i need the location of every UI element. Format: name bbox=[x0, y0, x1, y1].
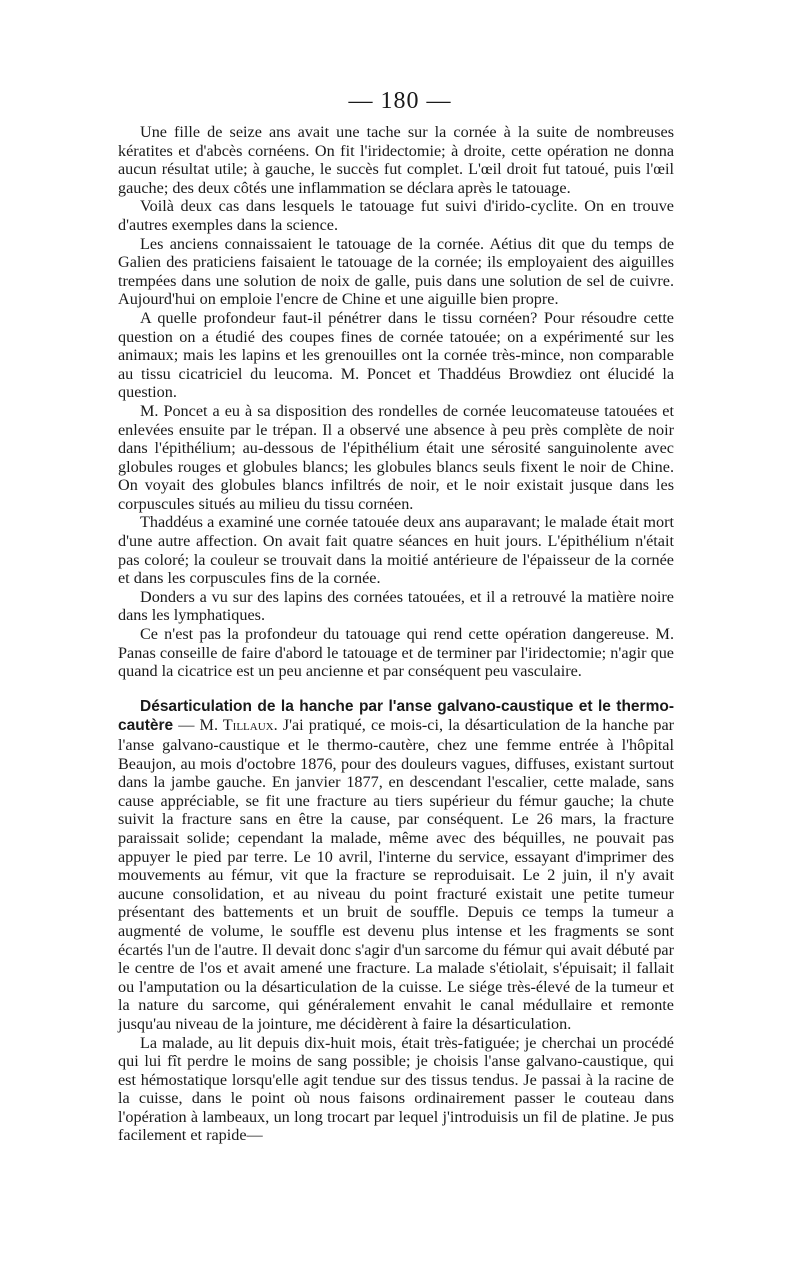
section-hip-disarticulation bbox=[118, 697, 674, 1145]
paragraph-2: Voilà deux cas dans lesquels le tatouage fut suivi d'irido-cyclite. On en trouve d'autres exemples dans la science. bbox=[118, 197, 674, 234]
paragraph-3: Les anciens connaissaient le tatouage de la cornée. Aétius dit que du temps de Galien des praticiens faisaient le tatouage de la cornée; ils employaient des aiguilles trempées dans une solution de noix de galle, puis dans une solution de sel de cuivre. Aujourd'hui on emploie l'encre de Chine et une aiguille bien propre. bbox=[118, 234, 674, 309]
body-text bbox=[118, 123, 674, 1145]
paragraph-6: Thaddéus a examiné une cornée tatouée deux ans auparavant; le malade était mort d'une autre affection. On avait fait quatre séances en huit jours. L'épithélium n'était pas coloré; la couleur se trouvait dans la moitié antérieure de l'épaisseur de la cornée et dans les corpuscules fins de la cornée. bbox=[118, 513, 674, 588]
section-second-paragraph: La malade, au lit depuis dix-huit mois, était très-fatiguée; je cherchai un procédé qui lui fît perdre le moins de sang possible; je choisis l'anse galvano-caustique, qui est hémostatique lorsqu'elle agit tendue sur des tissus tendus. Je passai à la racine de la cuisse, dans le point où nous faisons ordinairement passer le couteau dans l'opération à lambeaux, un long trocart par lequel j'introduisis un fil de platine. Je pus facilement et rapide— bbox=[118, 1033, 674, 1145]
paragraph-1: Une fille de seize ans avait une tache sur la cornée à la suite de nombreuses kératites et d'abcès cornéens. On fit l'iridectomie; à droite, cette opération ne donna aucun résultat utile; à gauche, le succès fut complet. L'œil droit fut tatoué, puis l'œil gauche; des deux côtés une inflammation se déclara après le tatouage. bbox=[118, 123, 674, 197]
section-author: M. Tillaux. bbox=[199, 716, 278, 735]
paragraph-5: M. Poncet a eu à sa disposition des rondelles de cornée leucomateuse tatouées et enlevées ensuite par le trépan. Il a observé une absence à peu près complète de noir dans l'épithélium; au-dessous de l'épithélium était une sérosité sanguinolente avec globules rouges et globules blancs; les globules blancs seuls fixent le noir de Chine. On voyait des globules blancs infiltrés de noir, et le noir existait jusque dans les corpuscules situés au milieu du tissu cornéen. bbox=[118, 401, 674, 513]
section-dash: — bbox=[173, 716, 200, 735]
section-title: Désarticulation de la hanche par l'anse galvano-caustique et le thermo-cautère bbox=[118, 697, 674, 735]
paragraph-7: Donders a vu sur des lapins des cornées tatouées, et il a retrouvé la matière noire dans les lymphatiques. bbox=[118, 587, 674, 625]
section-first-paragraph bbox=[118, 697, 674, 1034]
section-first-paragraph-text: J'ai pratiqué, ce mois-ci, la désarticulation de la hanche par l'anse galvano-caustique et le thermo-cautère, chez une femme entrée à l'hôpital Beaujon, au mois d'octobre 1876, pour des douleurs vagues, diffuses, existant surtout dans la jambe gauche. En janvier 1877, en descendant l'escalier, cette malade, sans cause appréciable, se fit une fracture au tiers supérieur du fémur gauche; la chute suivit la fracture sans en être la cause, par conséquent. Le 26 mars, la fracture paraissait solide; cependant la malade, même avec des béquilles, ne pouvait pas appuyer le pied par terre. Le 10 avril, l'interne du service, essayant d'imprimer des mouvements au fémur, vit que la fracture se reproduisait. Le 2 juin, il n'y avait aucune consolidation, et au niveau du point fracturé existait une petite tumeur présentant des battements et un bruit de souffle. Depuis ce temps la tumeur a augmenté de volume, le souffle est devenu plus intense et les fragments se sont écartés l'un de l'autre. Il devait donc s'agir d'un sarcome du fémur qui avait débuté par le centre de l'os et avait amené une fracture. La malade s'étiolait, s'épuisait; il fallait ou l'amputation ou la désarticulation de la cuisse. Le siége très-élevé de la tumeur et la nature du sarcome, qui généralement envahit le canal médullaire et remonte jusqu'au niveau de la jointure, me décidèrent à faire la désarticulation. bbox=[118, 716, 675, 1033]
paragraph-4: A quelle profondeur faut-il pénétrer dans le tissu cornéen? Pour résoudre cette question on a étudié des coupes fines de cornée tatouée; on a expérimenté sur les animaux; mais les lapins et les grenouilles ont la cornée très-mince, non comparable au tissu cicatriciel du leucoma. M. Poncet et Thaddéus Browdiez ont élucidé la question. bbox=[118, 308, 674, 402]
paragraph-8: Ce n'est pas la profondeur du tatouage qui rend cette opération dangereuse. M. Panas conseille de faire d'abord le tatouage et de terminer par l'iridectomie; n'agir que quand la cicatrice est un peu ancienne et par conséquent peu vasculaire. bbox=[118, 625, 674, 681]
page-number: — 180 — bbox=[348, 88, 452, 114]
